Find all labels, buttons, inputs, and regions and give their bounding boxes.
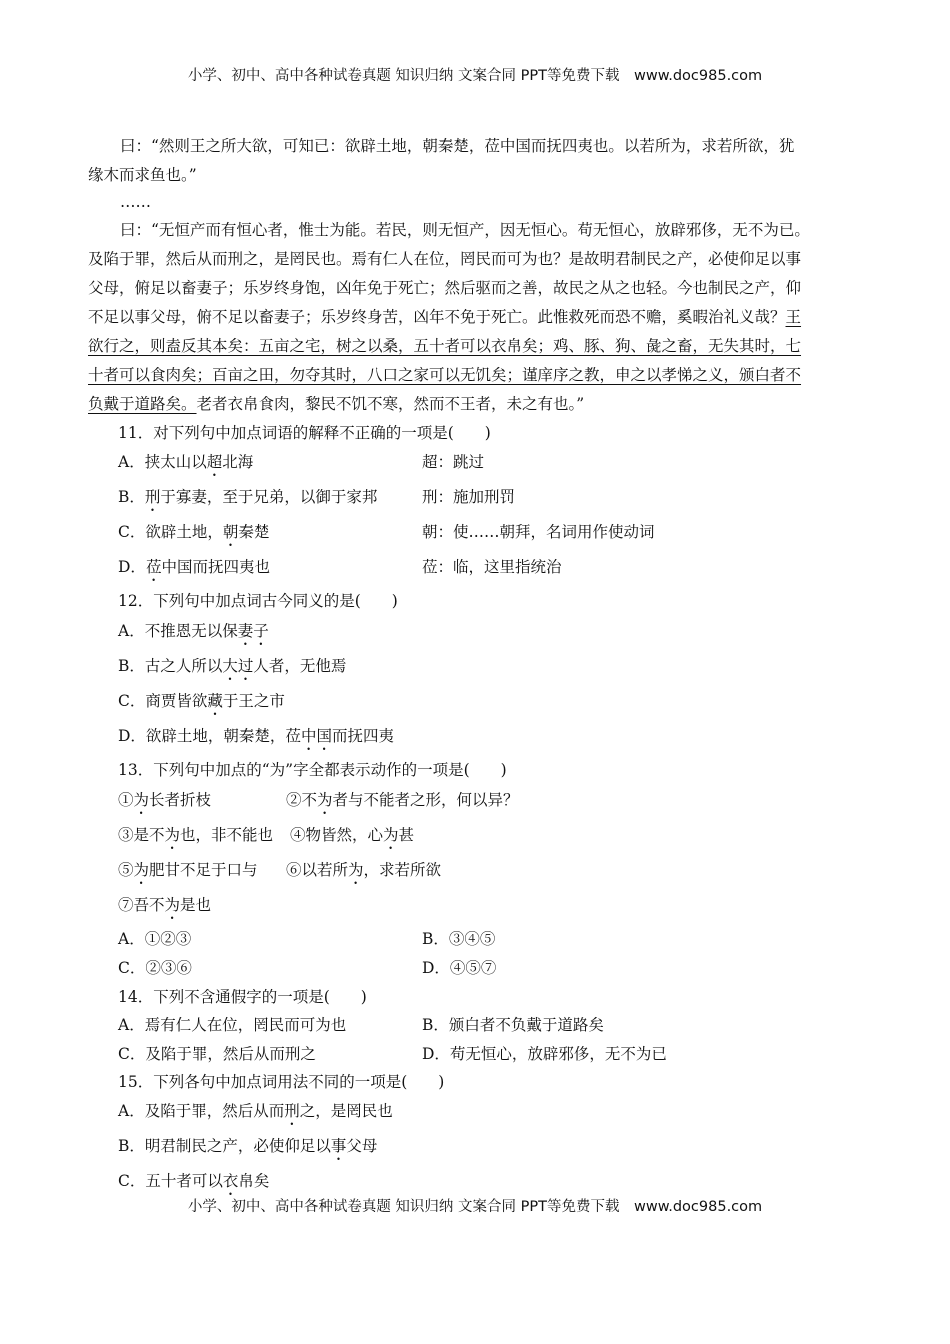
q13-item-7: ⑦吾不为是也 [118, 896, 212, 914]
q12-option-d: D．欲辟土地，朝秦楚，莅中国而抚四夷 [118, 727, 394, 745]
q13-item-4: ④物皆然，心为甚 [290, 826, 415, 844]
underlined-line: 欲行之，则盍反其本矣：五亩之宅，树之以桑，五十者可以衣帛矣；鸡、豚、狗、彘之畜，无失其时，七 [88, 337, 802, 355]
q14-option-a: A．焉有仁人在位，罔民而可为也 [118, 1016, 347, 1034]
q14-option-b: B．颁白者不负戴于道路矣 [422, 1016, 604, 1034]
q11-explain-d: 莅：临，这里指统治 [422, 558, 562, 576]
question-15-stem: 15．下列各句中加点词用法不同的一项是( ) [118, 1073, 445, 1091]
passage-line: 父母，俯足以畜妻子；乐岁终身饱，凶年免于死亡；然后驱而之善，故民之从之也轻。今也制民之产，仰 [88, 279, 802, 297]
q12-option-a: A．不推恩无以保妻子 [118, 622, 269, 640]
passage-text: 不足以事父母，俯不足以畜妻子；乐岁终身苦，凶年不免于死亡。此惟救死而恐不赡，奚暇治礼义哉？ [88, 308, 786, 326]
q15-option-c: C．五十者可以衣帛矣 [118, 1172, 270, 1190]
q11-option-d: D．莅中国而抚四夷也 [118, 558, 270, 576]
q12-option-c: C．商贾皆欲藏于王之市 [118, 692, 285, 710]
q11-option-b: B．刑于寡妻，至于兄弟，以御于家邦 [118, 488, 378, 506]
passage-line: 曰：“然则王之所大欲，可知已：欲辟土地，朝秦楚，莅中国而抚四夷也。以若所为，求若所欲，犹 [120, 137, 795, 155]
page-header: 小学、初中、高中各种试卷真题 知识归纳 文案合同 PPT等免费下载 www.doc985.com [187, 68, 763, 84]
page-footer: 小学、初中、高中各种试卷真题 知识归纳 文案合同 PPT等免费下载 www.doc985.com [187, 1199, 763, 1215]
q13-option-d: D．④⑤⑦ [422, 959, 497, 977]
passage-line: 缘木而求鱼也。” [88, 166, 197, 184]
q13-item-5: ⑤为肥甘不足于口与 [118, 861, 258, 879]
underlined-text: 王 [785, 308, 802, 326]
passage-text: 老者衣帛食肉，黎民不饥不寒，然而不王者，未之有也。” [196, 395, 585, 413]
q13-item-2: ②不为者与不能者之形，何以异？ [286, 791, 519, 809]
q11-explain-b: 刑：施加刑罚 [422, 488, 516, 506]
ellipsis: …… [120, 193, 151, 211]
passage-line: 及陷于罪，然后从而刑之，是罔民也。焉有仁人在位，罔民而可为也？是故明君制民之产，必使仰足以事 [88, 250, 802, 268]
passage-line: 曰：“无恒产而有恒心者，惟士为能。若民，则无恒产，因无恒心。苟无恒心，放辟邪侈，无不为已。 [120, 221, 810, 239]
q13-item-1: ①为长者折枝 [118, 791, 212, 809]
q14-option-c: C．及陷于罪，然后从而刑之 [118, 1045, 316, 1063]
q13-option-b: B．③④⑤ [422, 930, 496, 948]
q15-option-a: A．及陷于罪，然后从而刑之，是罔民也 [118, 1102, 393, 1120]
passage-line [88, 394, 584, 414]
underlined-text: 负戴于道路矣。 [88, 395, 197, 413]
q11-explain-a: 超：跳过 [422, 453, 485, 471]
q11-option-c: C．欲辟土地，朝秦楚 [118, 523, 270, 541]
q12-option-b: B．古之人所以大过人者，无他焉 [118, 657, 347, 675]
question-12-stem: 12．下列句中加点词古今同义的是( ) [118, 592, 398, 610]
q13-item-3: ③是不为也，非不能也 [118, 826, 274, 844]
question-14-stem: 14．下列不含通假字的一项是( ) [118, 988, 367, 1006]
q13-option-c: C．②③⑥ [118, 959, 192, 977]
question-13-stem: 13．下列句中加点的“为”字全都表示动作的一项是( ) [118, 761, 507, 779]
q11-option-a: A．挟太山以超北海 [118, 453, 254, 471]
question-11-stem: 11．对下列句中加点词语的解释不正确的一项是( ) [118, 424, 491, 442]
passage-line [88, 307, 801, 327]
underlined-line: 十者可以食肉矣；百亩之田，勿夺其时，八口之家可以无饥矣；谨庠序之教，申之以孝悌之义，颁白者不 [88, 366, 802, 384]
q11-explain-c: 朝：使……朝拜，名词用作使动词 [422, 523, 655, 541]
q14-option-d: D．苟无恒心，放辟邪侈，无不为已 [422, 1045, 667, 1063]
q13-option-a: A．①②③ [118, 930, 192, 948]
q13-item-6: ⑥以若所为，求若所欲 [286, 861, 442, 879]
q15-option-b: B．明君制民之产，必使仰足以事父母 [118, 1137, 378, 1155]
